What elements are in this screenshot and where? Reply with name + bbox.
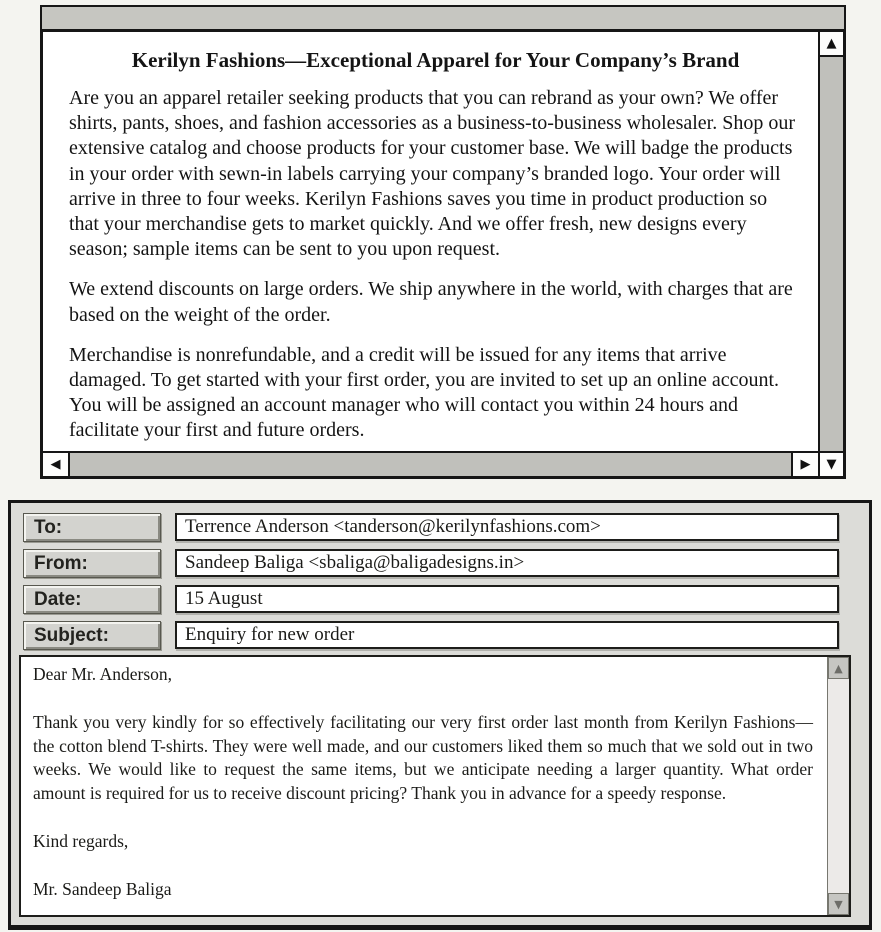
message-vertical-scrollbar[interactable]: [827, 657, 849, 915]
scroll-right-button[interactable]: [791, 453, 818, 476]
message-body-box: [19, 655, 851, 917]
vertical-scrollbar[interactable]: [818, 32, 843, 451]
arrow-down-icon: ▼: [834, 897, 843, 911]
salutation-text: Dear Mr. Anderson,: [33, 664, 173, 684]
message-body-input[interactable]: [21, 657, 825, 915]
email-field-row: [11, 513, 869, 542]
from-input[interactable]: [175, 549, 839, 577]
webpage-window: [40, 5, 846, 479]
webpage-paragraph: We extend discounts on large orders. We ship anywhere in the world, with charges that are based on the weight of the order.: [69, 278, 793, 326]
to-input[interactable]: [175, 513, 839, 541]
email-compose-window: [8, 500, 872, 930]
date-label[interactable]: Date:: [23, 585, 161, 614]
arrow-left-icon: ◀: [50, 457, 61, 472]
closing-text: Kind regards,: [33, 830, 129, 851]
date-input[interactable]: [175, 585, 839, 613]
subject-label[interactable]: Subject:: [23, 621, 161, 650]
subject-input[interactable]: [175, 621, 839, 649]
email-field-row: [11, 621, 869, 650]
message-scroll-down-button[interactable]: [828, 893, 849, 915]
window-title-bar: [40, 5, 846, 29]
webpage-content-frame: [40, 29, 846, 479]
webpage-content: [43, 32, 816, 449]
arrow-up-icon: ▲: [834, 661, 843, 675]
arrow-up-icon: ▲: [826, 36, 837, 51]
arrow-right-icon: ▶: [800, 457, 811, 472]
arrow-down-icon: ▼: [826, 457, 837, 472]
scroll-left-button[interactable]: [43, 453, 70, 476]
signature-text: Mr. Sandeep Baliga: [33, 878, 172, 899]
horizontal-scrollbar[interactable]: [43, 451, 818, 476]
message-paragraph: Thank you very kindly for so effectively facilitating our very first order last month from Kerilyn Fashions—the cotton blend T-shirts. They were well made, and our customers liked them so much that we sold out in two weeks. We would like to request the same items, but we anticipate needing a larger quantity. What order amount is required for us to receive discount pricing? Thank you in advance for a speedy response.: [33, 711, 813, 804]
page-title: Kerilyn Fashions—Exceptional Apparel for Your Company’s Brand: [131, 48, 740, 72]
email-field-row: [11, 585, 869, 614]
email-field-row: [11, 549, 869, 578]
to-label[interactable]: To:: [23, 513, 161, 542]
scroll-up-button[interactable]: [820, 32, 843, 57]
webpage-paragraph: Are you an apparel retailer seeking products that you can rebrand as your own? We offer shirts, pants, shoes, and fashion accessories as a business-to-business wholesaler. Shop our extensive catalog and choose products for your customer base. We will badge the products in your order with sewn-in labels carrying your company’s branded logo. Your order will arrive in three to four weeks. Kerilyn Fashions saves you time in product production so that your merchandise gets to market quickly. And we offer fresh, new designs every season; sample items can be sent to you upon request.: [69, 87, 795, 261]
scroll-down-button[interactable]: [818, 451, 843, 476]
from-label[interactable]: From:: [23, 549, 161, 578]
webpage-paragraph: Merchandise is nonrefundable, and a credit will be issued for any items that arrive damaged. To get started with your first order, you are invited to set up an online account. You will be assigned an account manager who will contact you within 24 hours and facilitate your first and future orders.: [69, 343, 780, 442]
message-scroll-up-button[interactable]: [828, 657, 849, 679]
